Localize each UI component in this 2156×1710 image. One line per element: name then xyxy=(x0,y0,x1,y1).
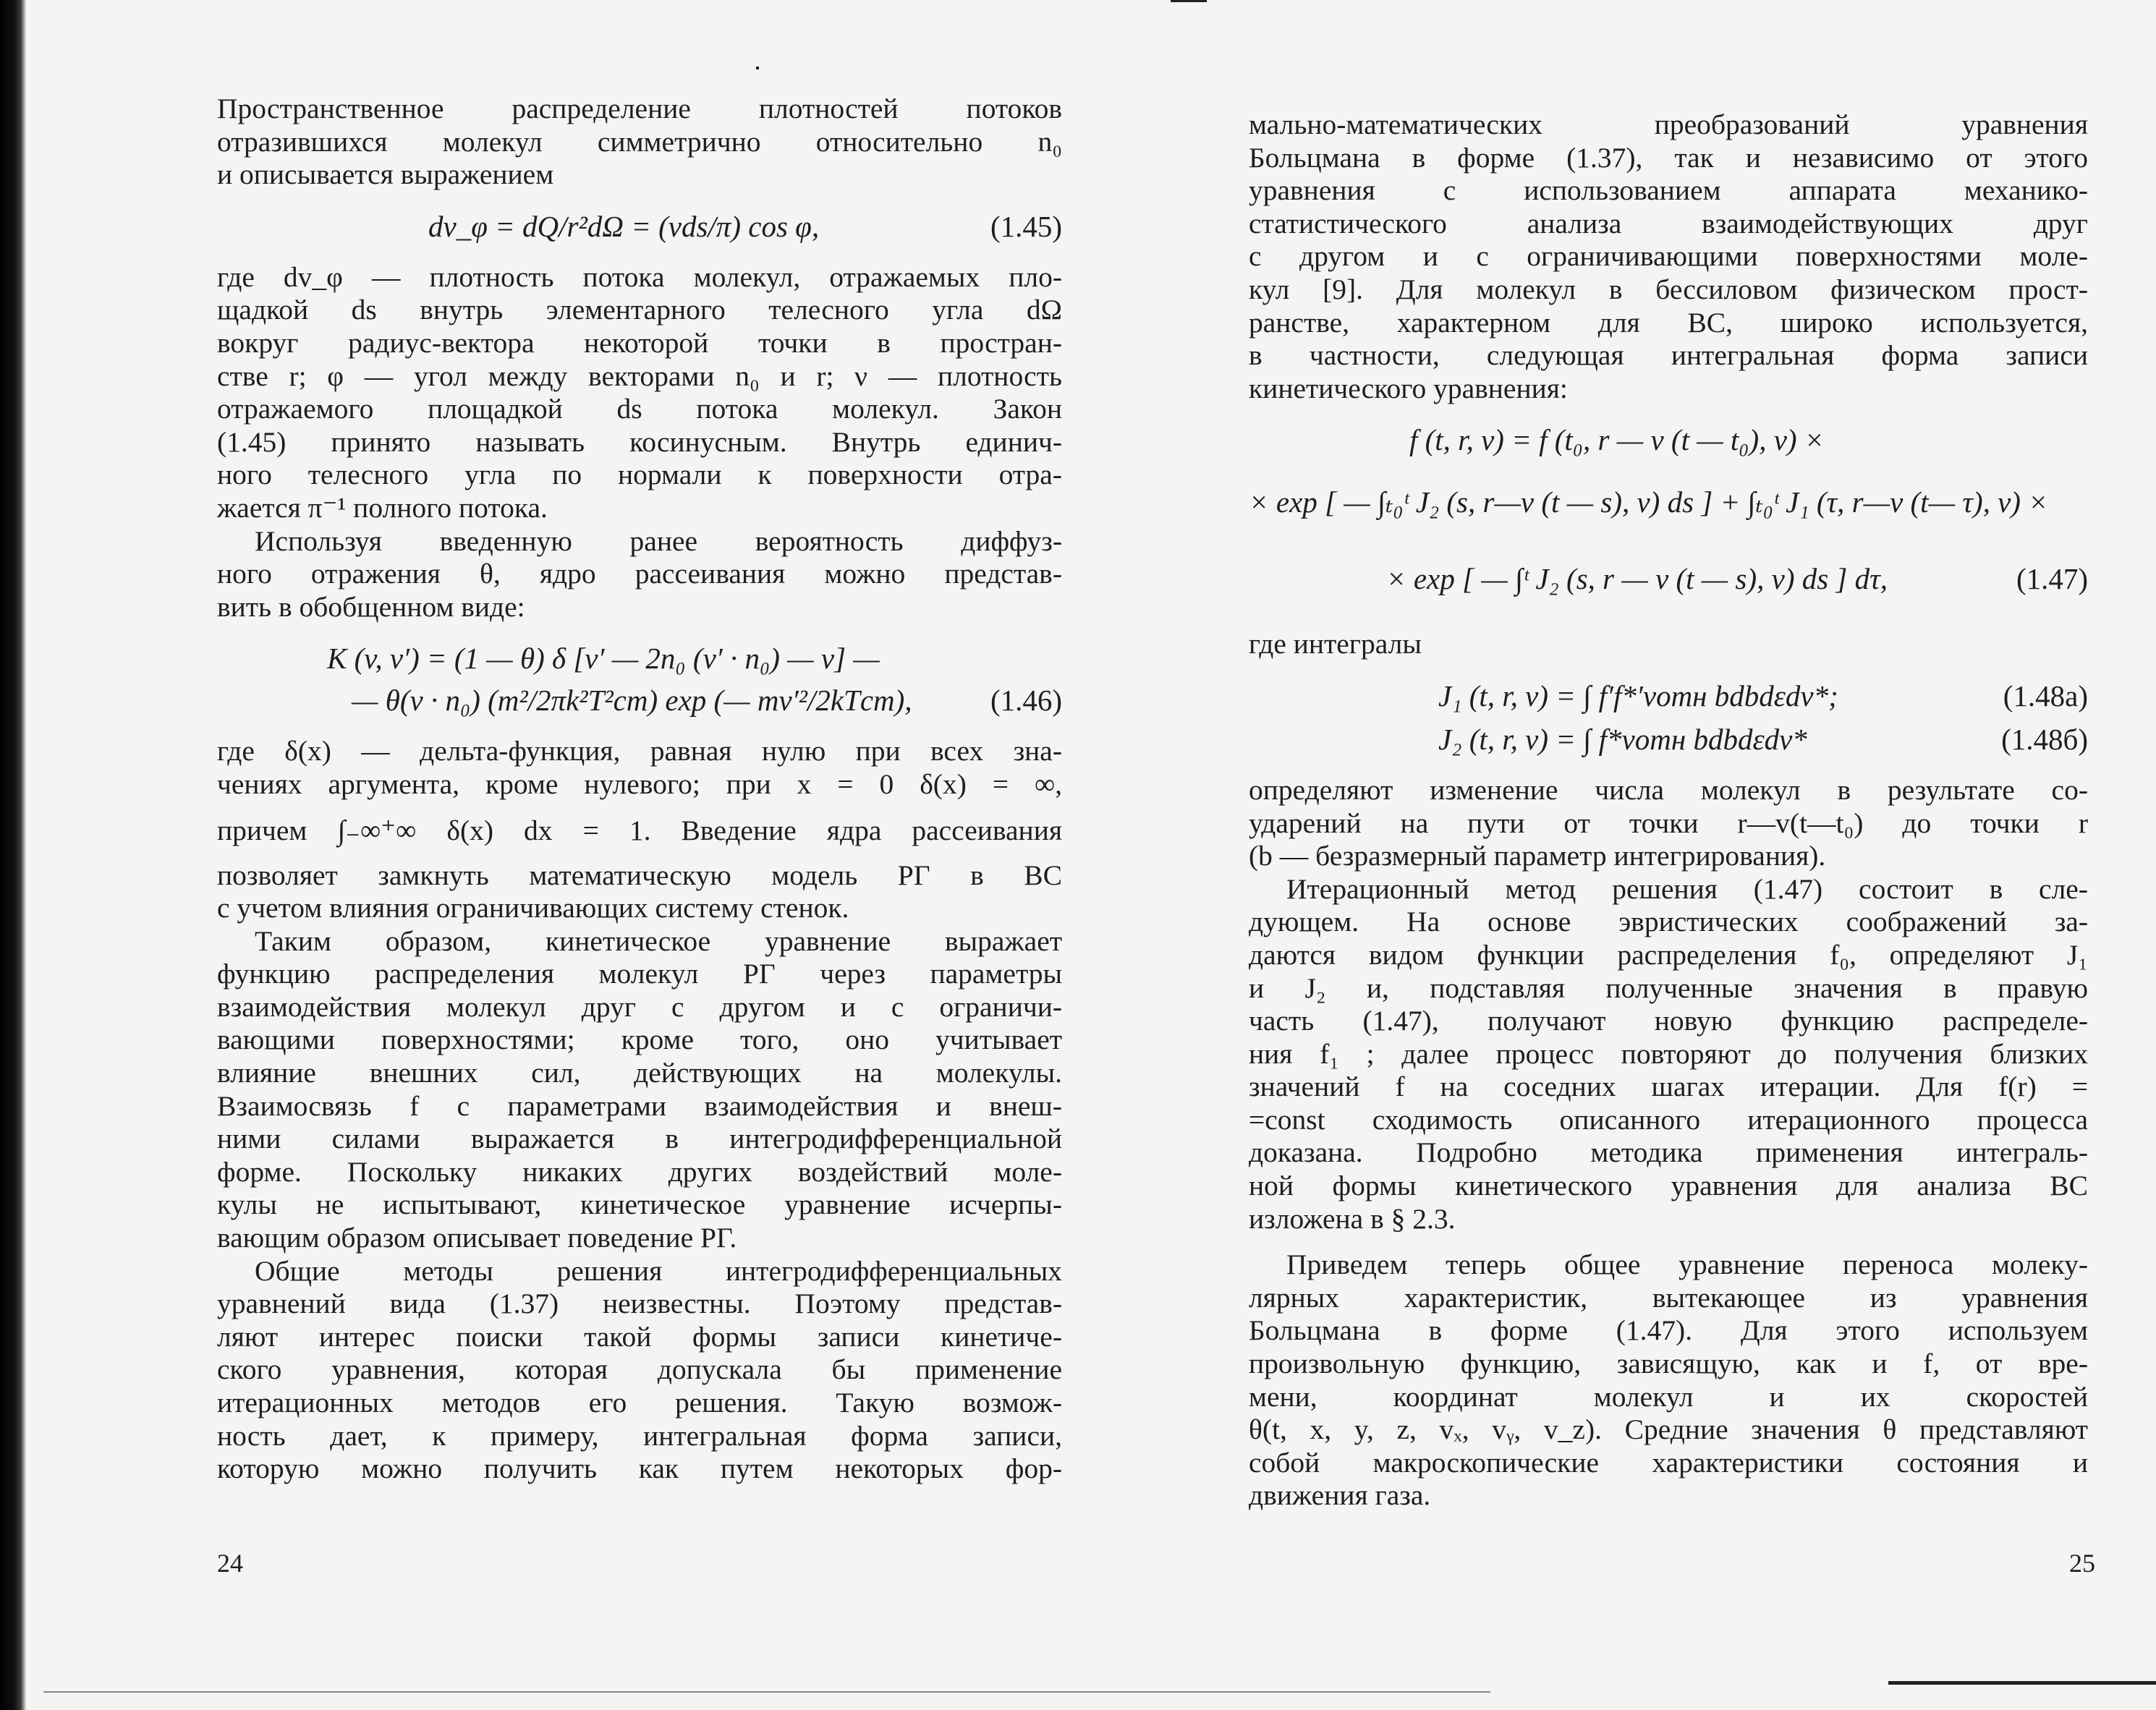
equation-1-46-line2 xyxy=(217,679,1062,722)
equation-1-45 xyxy=(217,205,1062,248)
text-line: уравнений вида (1.37) неизвестны. Поэтому представ- xyxy=(217,1288,1062,1320)
text-line: Взаимосвязь f с параметрами взаимодействия и внеш- xyxy=(217,1089,1062,1122)
text-line: ния f₁ ; далее процесс повторяют до получения близких xyxy=(1249,1037,2088,1070)
equation-body: J₂ (t, r, v) = ∫ f*vотн bdbdεdv* xyxy=(1438,722,1807,756)
text-line: статистического анализа взаимодействующих друг xyxy=(1249,207,2088,239)
equation-body: f (t, r, v) = f (t₀, r — v (t — t₀), v) × xyxy=(1409,423,1825,457)
text-line: движения газа. xyxy=(1249,1479,1431,1512)
text-line: вающими поверхностями; кроме того, оно учитывает xyxy=(217,1024,1062,1056)
equation-body: — θ(v · n₀) (m²/2πk²T²ст) exp (— mv′²/2kTст), xyxy=(352,684,912,718)
text-line: лярных характеристик, вытекающее из уравнения xyxy=(1249,1281,2088,1314)
right-page xyxy=(1249,109,2088,1513)
text-line: произвольную функцию, зависящую, как и f, от вре- xyxy=(1249,1348,2088,1380)
text-line: ляют интерес поиски такой формы записи кинетиче- xyxy=(217,1320,1062,1353)
text-line: вокруг радиус-вектора некоторой точки в простран- xyxy=(217,326,1062,359)
text-line: Используя введенную ранее вероятность диффуз- xyxy=(255,524,1062,557)
text-line: стве r; φ — угол между векторами n₀ и r; ν — плотность xyxy=(217,360,1062,392)
equation-number: (1.46) xyxy=(990,684,1062,718)
text-line: с учетом влияния ограничивающих систему стенок. xyxy=(217,892,849,924)
text-line: Пространственное распределение плотностей потоков xyxy=(217,93,1062,124)
text-line: мально-математических преобразований уравнения xyxy=(1249,109,2088,140)
text-line: Таким образом, кинетическое уравнение выражает xyxy=(255,924,1062,957)
page-number: 25 xyxy=(2069,1549,2095,1578)
text-line: где интегралы xyxy=(1249,628,1422,660)
text-line: взаимодействия молекул друг с другом и с ограничи- xyxy=(217,990,1062,1023)
scan-edge-line xyxy=(43,1691,1490,1693)
text-line: кулы не испытывают, кинетическое уравнение исчерпы- xyxy=(217,1188,1062,1221)
text-line: (1.45) принято называть косинусным. Внутрь единич- xyxy=(217,425,1062,458)
equation-1-46-line1 xyxy=(217,637,1062,679)
equation-number: (1.48а) xyxy=(2003,679,2088,712)
text-line: кул [9]. Для молекул в бессиловом физическом прост- xyxy=(1249,273,2088,305)
text-line: даются видом функции распределения f₀, определяют J₁ xyxy=(1249,938,2088,971)
equation-body: J₁ (t, r, v) = ∫ f′f*′vотн bdbdεdv*; xyxy=(1438,679,1838,712)
text-line: вить в обобщенном виде: xyxy=(217,590,525,623)
text-line: доказана. Подробно методика применения интеграль- xyxy=(1249,1136,2088,1169)
text-line: ними силами выражается в интегродифференциальной xyxy=(217,1123,1062,1155)
equation-1-47-line1 xyxy=(1249,418,2088,461)
equation-body: × exp [ — ∫ₜ₀ᵗ J₂ (s, r—v (t — s), v) ds ] + ∫ₜ₀ᵗ J₁ (τ, r—v (t— τ), v) × xyxy=(1249,485,2048,519)
equation-number: (1.48б) xyxy=(2001,722,2088,756)
text-line: ударений на пути от точки r—v(t—t₀) до точки r xyxy=(1249,807,2088,839)
text-line: мени, координат молекул и их скоростей xyxy=(1249,1380,2088,1413)
text-line: с другом и с ограничивающими поверхностями моле- xyxy=(1249,240,2088,273)
text-line: отразившихся молекул симметрично относительно n₀ xyxy=(217,125,1062,158)
equation-body: dv_φ = dQ/r²dΩ = (vds/π) cos φ, xyxy=(428,209,820,243)
text-line: дующем. На основе эвристических соображений за- xyxy=(1249,906,2088,938)
text-line: отражаемого площадкой ds потока молекул. Закон xyxy=(217,393,1062,425)
equation-body: × exp [ — ∫ᵗ J₂ (s, r — v (t — s), v) ds ] dτ, xyxy=(1386,562,1888,596)
text-line: ранстве, характерном для ВС, широко используется, xyxy=(1249,306,2088,339)
left-page xyxy=(217,93,1062,1486)
equation-1-47-line3 xyxy=(1249,543,2088,615)
text-line: Больцмана в форме (1.47). Для этого используем xyxy=(1249,1314,2088,1347)
book-binding-shadow xyxy=(0,0,26,1710)
text-line: ного отражения θ, ядро рассеивания можно представ- xyxy=(217,558,1062,590)
equation-number: (1.45) xyxy=(990,209,1062,243)
text-line: ного телесного угла по нормали к поверхности отра- xyxy=(217,459,1062,491)
scan-speck xyxy=(1171,0,1207,2)
text-line: и описывается выражением xyxy=(217,158,554,191)
text-line: часть (1.47), получают новую функцию распределе- xyxy=(1249,1005,2088,1037)
text-line: θ(t, x, y, z, vₓ, vᵧ, v_z). Средние значения θ представляют xyxy=(1249,1413,2088,1446)
text-line: определяют изменение числа молекул в результате со- xyxy=(1249,773,2088,806)
text-line: вающим образом описывает поведение РГ. xyxy=(217,1222,737,1254)
text-line: щадкой ds внутрь элементарного телесного угла dΩ xyxy=(217,294,1062,326)
text-line: ной формы кинетического уравнения для анализа ВС xyxy=(1249,1170,2088,1202)
text-line: влияние внешних сил, действующих на молекулы. xyxy=(217,1057,1062,1089)
text-line: жается π⁻¹ полного потока. xyxy=(217,491,548,524)
page-number: 24 xyxy=(217,1549,243,1578)
scan-speck xyxy=(756,67,759,69)
text-line: итерационных методов его решения. Такую возмож- xyxy=(217,1387,1062,1418)
text-line: Приведем теперь общее уравнение переноса молеку- xyxy=(1286,1249,2088,1281)
equation-body: K (v, v′) = (1 — θ) δ [v′ — 2n₀ (v′ · n₀) — v] — xyxy=(327,642,880,676)
text-line: ского уравнения, которая допускала бы применение xyxy=(217,1353,1062,1386)
text-line: позволяет замкнуть математическую модель РГ в ВС xyxy=(217,859,1062,891)
text-line: собой макроскопические характеристики состояния и xyxy=(1249,1446,2088,1479)
text-line: =const сходимость описанного итерационного процесса xyxy=(1249,1103,2088,1136)
text-line: значений f на соседних шагах итерации. Для f(r) = xyxy=(1249,1071,2088,1103)
equation-number: (1.47) xyxy=(2016,562,2088,596)
text-line: и J₂ и, подставляя полученные значения в правую xyxy=(1249,971,2088,1004)
equation-1-48b xyxy=(1249,718,2088,761)
text-line: уравнения с использованием аппарата механико- xyxy=(1249,174,2088,207)
text-line: которую можно получить как путем некоторых фор- xyxy=(217,1452,1062,1485)
text-line: функцию распределения молекул РГ через параметры xyxy=(217,958,1062,990)
text-line: Больцмана в форме (1.37), так и независимо от этого xyxy=(1249,141,2088,174)
text-line: чениях аргумента, кроме нулевого; при x = 0 δ(x) = ∞, xyxy=(217,767,1062,800)
text-line: форме. Поскольку никаких других воздействий моле- xyxy=(217,1155,1062,1188)
text-line: где dv_φ — плотность потока молекул, отражаемых пло- xyxy=(217,260,1062,293)
text-line: ность дает, к примеру, интегральная форма записи, xyxy=(217,1419,1062,1452)
text-line: в частности, следующая интегральная форма записи xyxy=(1249,339,2088,372)
text-line: кинетического уравнения: xyxy=(1249,372,1568,404)
equation-1-48a xyxy=(1249,674,2088,718)
text-line: (b — безразмерный параметр интегрирования). xyxy=(1249,840,1826,872)
text-line-integral: причем ∫₋∞⁺∞ δ(x) dx = 1. Введение ядра рассеивания xyxy=(217,814,1062,846)
equation-1-47-line2 xyxy=(1249,461,2088,543)
scan-edge-line xyxy=(1888,1681,2156,1685)
text-line: изложена в § 2.3. xyxy=(1249,1202,1456,1235)
text-line: где δ(x) — дельта-функция, равная нулю при всех зна- xyxy=(217,735,1062,767)
text-line: Итерационный метод решения (1.47) состоит в сле- xyxy=(1286,872,2088,905)
text-line: Общие методы решения интегродифференциальных xyxy=(255,1254,1062,1287)
